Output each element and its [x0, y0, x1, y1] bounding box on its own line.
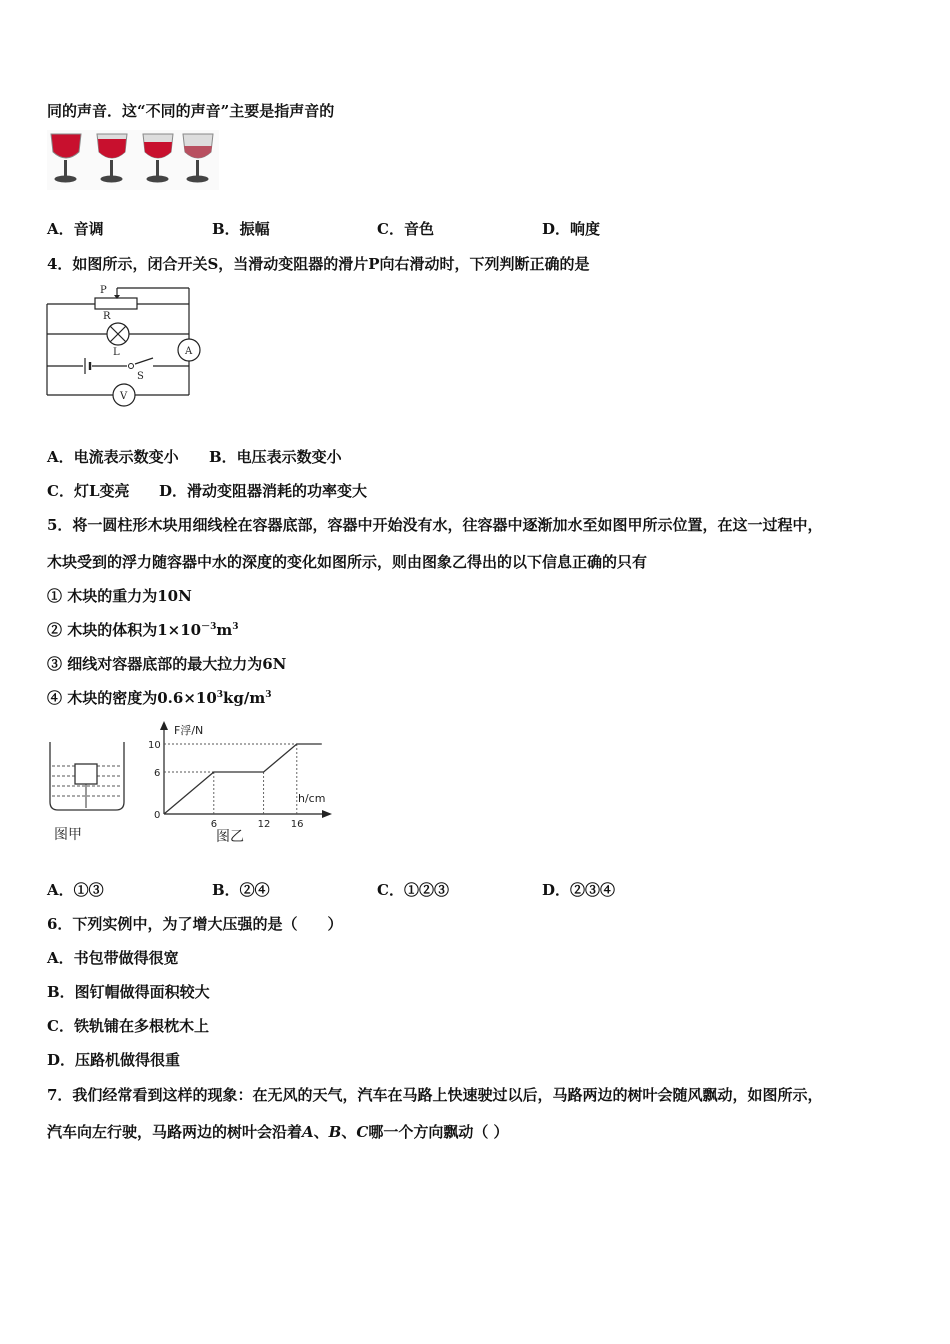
- q3-options: [47, 219, 907, 239]
- label-p: P: [100, 285, 107, 296]
- wine-glasses-image: [47, 130, 219, 190]
- x-tick-label: 16: [290, 819, 304, 830]
- switch-contact-icon: [129, 364, 134, 369]
- q6-stem: 6．下列实例中，为了增大压强的是（ ）: [47, 915, 343, 933]
- label-ammeter: A: [185, 346, 193, 357]
- q4-option-d[interactable]: D．滑动变阻器消耗的功率变大: [159, 482, 368, 500]
- q3-option-a[interactable]: A．音调: [47, 220, 104, 238]
- q5-figure-yi-chart: [146, 718, 342, 850]
- q5-statement-4: ④ 木块的密度为$0.6\times 10^3kg/m^3$: [47, 689, 272, 707]
- q6-option-a[interactable]: A．书包带做得很宽: [47, 949, 179, 967]
- x-tick-label: 12: [257, 819, 271, 830]
- q5-figure-jia: [46, 738, 130, 846]
- q3-stem-tail: 同的声音．这“不同的声音”主要是指声音的: [47, 102, 335, 120]
- q5-statement-3: ③ 细线对容器底部的最大拉力为6N: [47, 655, 287, 673]
- q6-option-d[interactable]: D．压路机做得很重: [47, 1051, 181, 1069]
- q5-stem-line2: 木块受到的浮力随容器中水的深度的变化如图所示，则由图象乙得出的以下信息正确的只有: [47, 553, 648, 571]
- q7-stem-line2: 汽车向左行驶，马路两边的树叶会沿着A、B、C哪一个方向飘动（ ）: [47, 1123, 509, 1141]
- x-tick-label: 6: [210, 819, 218, 830]
- q6-option-b[interactable]: B．图钉帽做得面积较大: [47, 983, 210, 1001]
- label-voltmeter: V: [120, 391, 128, 402]
- lamp-icon: [107, 323, 129, 345]
- q5-option-d[interactable]: D．②③④: [542, 881, 616, 899]
- q4-option-b[interactable]: B．电压表示数变小: [209, 448, 342, 466]
- y-axis-label: F浮/N: [174, 724, 204, 737]
- q5-stem-line1: 5．将一圆柱形木块用细线栓在容器底部，容器中开始没有水，往容器中逐渐加水至如图甲所示位置，在这一过程中，: [47, 516, 823, 534]
- fig-jia-caption: 图甲: [54, 827, 82, 843]
- q3-option-b[interactable]: B．振幅: [212, 220, 270, 238]
- q7-stem-line1: 7．我们经常看到这样的现象：在无风的天气，汽车在马路上快速驶过以后，马路两边的树叶会随风飘动，如图所示，: [47, 1086, 823, 1104]
- q4-options-row2: [47, 481, 907, 501]
- q4-option-a[interactable]: A．电流表示数变小: [47, 448, 179, 466]
- battery-icon: [85, 358, 90, 374]
- q4-option-c[interactable]: C．灯L变亮: [47, 482, 130, 500]
- q5-option-a[interactable]: A．①③: [47, 881, 104, 899]
- q5-option-c[interactable]: C．①②③: [377, 881, 449, 899]
- y-tick-label: 6: [154, 768, 161, 779]
- q4-options-row1: [47, 447, 907, 467]
- q5-option-b[interactable]: B．②④: [212, 881, 270, 899]
- q5-statement-1: ① 木块的重力为10N: [47, 587, 192, 605]
- y-axis-arrow-icon: [160, 721, 168, 730]
- q5-statement-2: ② 木块的体积为$1\times 10^{-3}m^3$: [47, 621, 239, 639]
- q3-option-d[interactable]: D．响度: [542, 220, 601, 238]
- wood-block-icon: [75, 764, 97, 784]
- label-s: S: [137, 371, 144, 382]
- y-tick-label: 10: [148, 740, 161, 751]
- q6-option-c[interactable]: C．铁轨铺在多根枕木上: [47, 1017, 209, 1035]
- q3-option-c[interactable]: C．音色: [377, 220, 434, 238]
- label-l: L: [113, 347, 120, 358]
- q4-stem: 4．如图所示，闭合开关S，当滑动变阻器的滑片P向右滑动时，下列判断正确的是: [47, 255, 590, 273]
- fig-yi-caption: 图乙: [216, 829, 244, 845]
- q5-options: [47, 880, 907, 900]
- q4-circuit-diagram: [40, 282, 210, 412]
- label-r: R: [103, 311, 111, 322]
- x-axis-arrow-icon: [322, 810, 332, 818]
- x-tick-label: 0: [154, 810, 161, 821]
- x-axis-label: h/cm: [298, 792, 326, 805]
